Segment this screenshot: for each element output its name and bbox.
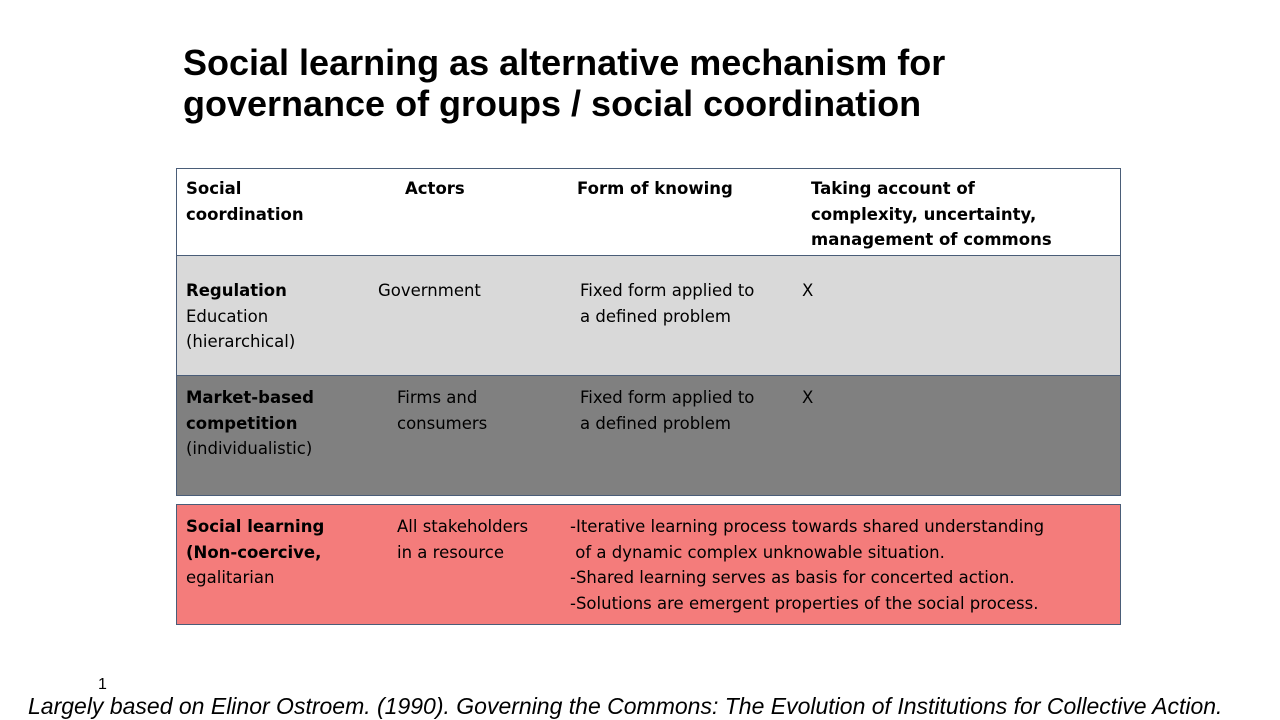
header-col1-line2: coordination bbox=[186, 204, 304, 224]
market-form-line1: Fixed form applied to bbox=[580, 388, 755, 407]
social-learning-actors-line1: All stakeholders bbox=[397, 517, 529, 536]
market-label-line2: competition bbox=[186, 413, 298, 433]
market-coordination-cell bbox=[186, 385, 314, 462]
header-actors: Actors bbox=[405, 179, 465, 198]
regulation-complexity-mark: X bbox=[802, 281, 814, 300]
header-col4-line1: Taking account of bbox=[811, 179, 975, 198]
regulation-actors: Government bbox=[378, 281, 481, 300]
social-learning-label: Social learning bbox=[186, 517, 325, 536]
header-col4-line2: complexity, uncertainty, bbox=[811, 204, 1037, 224]
market-type: (individualistic) bbox=[186, 439, 313, 458]
header-col4-line3: management of commons bbox=[811, 230, 1052, 249]
header-form-of-knowing: Form of knowing bbox=[577, 179, 733, 198]
social-learning-actors bbox=[397, 514, 528, 565]
page-number: 1 bbox=[98, 676, 107, 693]
social-learning-form-line1: -Iterative learning process towards shared understanding bbox=[570, 517, 1045, 536]
table-row-market bbox=[176, 375, 1121, 496]
social-learning-form-line4: -Solutions are emergent properties of the social process. bbox=[570, 593, 1039, 613]
regulation-form-line2: a defined problem bbox=[580, 306, 731, 326]
market-label-line1: Market-based bbox=[186, 388, 314, 407]
regulation-coordination-cell bbox=[186, 278, 295, 355]
social-learning-actors-line2: in a resource bbox=[397, 542, 505, 562]
social-learning-form-line3: -Shared learning serves as basis for concerted action. bbox=[570, 568, 1015, 587]
market-actors-line2: consumers bbox=[397, 413, 488, 433]
regulation-type: (hierarchical) bbox=[186, 332, 296, 351]
header-social-coordination bbox=[186, 176, 304, 227]
header-taking-account bbox=[811, 176, 1052, 253]
social-learning-coordination-cell bbox=[186, 514, 324, 591]
slide-title-line-2: governance of groups / social coordination bbox=[183, 83, 922, 124]
regulation-sublabel: Education bbox=[186, 306, 269, 326]
market-form-line2: a defined problem bbox=[580, 413, 731, 433]
slide-title-line-1: Social learning as alternative mechanism for bbox=[183, 42, 946, 83]
social-learning-form-of-knowing bbox=[570, 514, 1044, 616]
table-row-regulation bbox=[176, 255, 1121, 376]
regulation-form-line1: Fixed form applied to bbox=[580, 281, 755, 300]
market-actors-line1: Firms and bbox=[397, 388, 478, 407]
market-actors bbox=[397, 385, 487, 436]
market-form-of-knowing bbox=[580, 385, 754, 436]
slide-title bbox=[183, 42, 1083, 124]
header-col1-line1: Social bbox=[186, 179, 242, 198]
market-complexity-mark: X bbox=[802, 388, 814, 407]
table-row-social-learning bbox=[176, 504, 1121, 625]
social-learning-type-line1: (Non-coercive, bbox=[186, 542, 322, 562]
regulation-form-of-knowing bbox=[580, 278, 754, 329]
regulation-label: Regulation bbox=[186, 281, 287, 300]
social-learning-form-line2: of a dynamic complex unknowable situation. bbox=[570, 542, 945, 562]
footnote-citation: Largely based on Elinor Ostroem. (1990). Governing the Commons: The Evolution of Institutions for Collective Action. bbox=[28, 693, 1223, 719]
table-header-row bbox=[176, 168, 1121, 256]
social-learning-type-line2: egalitarian bbox=[186, 568, 275, 587]
